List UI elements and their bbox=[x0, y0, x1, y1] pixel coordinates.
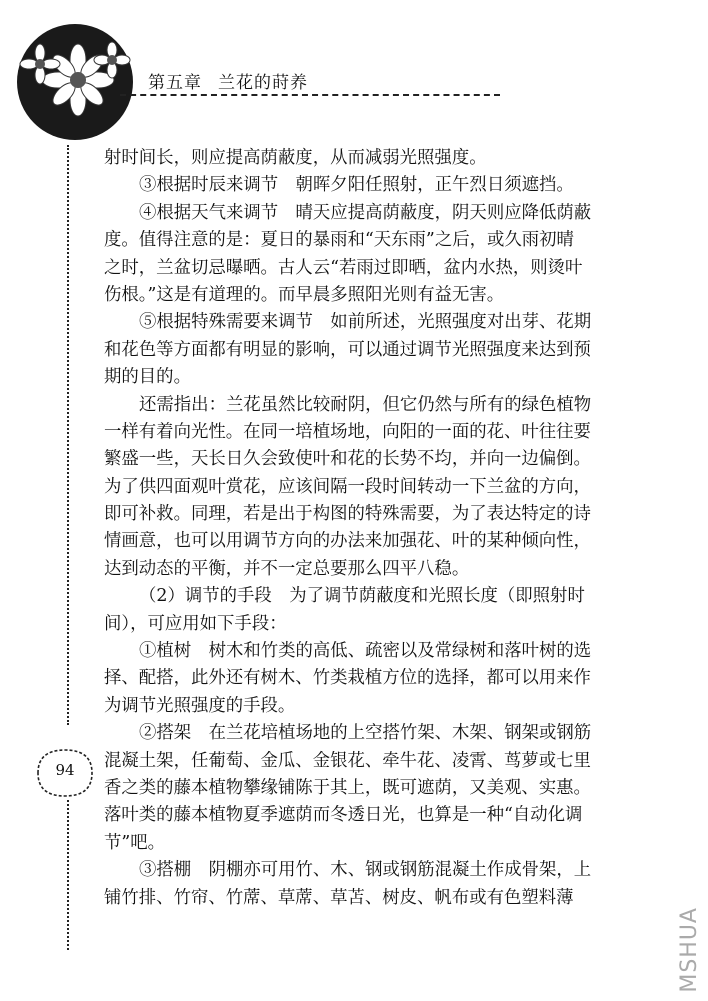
text-line: （2）调节的手段 为了调节荫蔽度和光照长度（即照射时 bbox=[139, 586, 585, 607]
text-line: 期的目的。 bbox=[104, 367, 191, 388]
text-line: 择、配搭，此外还有树木、竹类栽植方位的选择，都可以用来作 bbox=[104, 668, 591, 689]
text-line: 度。值得注意的是：夏日的暴雨和“天东雨”之后，或久雨初晴 bbox=[104, 230, 574, 251]
text-line: 还需指出：兰花虽然比较耐阴，但它仍然与所有的绿色植物 bbox=[139, 394, 592, 415]
text-line: ④根据天气来调节 晴天应提高荫蔽度，阴天则应降低荫蔽 bbox=[139, 202, 592, 223]
text-line: 即可补救。同理，若是出于构图的特殊需要，为了表达特定的诗 bbox=[104, 504, 591, 525]
text-line: ③搭棚 阴棚亦可用竹、木、钢或钢筋混凝土作成骨架，上 bbox=[139, 860, 592, 881]
text-line: 一样有着向光性。在同一培植场地，向阳的一面的花、叶往往要 bbox=[104, 421, 591, 442]
text-line: 香之类的藤本植物攀缘铺陈于其上，既可遮荫，又美观、实惠。 bbox=[104, 777, 591, 798]
margin-dotted-line-lower bbox=[67, 800, 69, 950]
margin-dotted-line bbox=[67, 145, 69, 725]
page-number: 94 bbox=[55, 761, 75, 779]
flower-emblem-icon bbox=[10, 22, 140, 152]
chapter-header bbox=[148, 68, 308, 93]
text-line: 伤根。”这是有道理的。而早晨多照阳光则有益无害。 bbox=[104, 284, 505, 305]
text-line: 和花色等方面都有明显的影响，可以通过调节光照强度来达到预 bbox=[104, 339, 591, 360]
text-line: ②搭架 在兰花培植场地的上空搭竹架、木架、钢架或钢筋 bbox=[139, 723, 592, 744]
body-text bbox=[104, 145, 649, 912]
text-line: 铺竹排、竹帘、竹蓆、草蓆、草苫、树皮、帆布或有色塑料薄 bbox=[104, 887, 574, 908]
watermark: MSHUA bbox=[677, 907, 702, 993]
text-line: 为了供四面观叶赏花，应该间隔一段时间转动一下兰盆的方向， bbox=[104, 476, 591, 497]
chapter-number: 第五章 bbox=[148, 73, 202, 93]
chapter-title: 兰花的莳养 bbox=[218, 73, 308, 93]
text-line: 混凝土架，任葡萄、金瓜、金银花、牵牛花、凌霄、茑萝或七里 bbox=[104, 750, 591, 771]
text-line: 落叶类的藤本植物夏季遮荫而冬透日光，也算是一种“自动化调 bbox=[104, 805, 583, 826]
text-line: 达到动态的平衡，并不一定总要那么四平八稳。 bbox=[104, 558, 470, 579]
text-line: ①植树 树木和竹类的高低、疏密以及常绿树和落叶树的选 bbox=[139, 641, 592, 662]
text-line: 节”吧。 bbox=[104, 832, 166, 853]
text-line: ⑤根据特殊需要来调节 如前所述，光照强度对出芽、花期 bbox=[139, 312, 592, 333]
text-line: ③根据时辰来调节 朝晖夕阳任照射，正午烈日须遮挡。 bbox=[139, 175, 574, 196]
header-divider bbox=[120, 94, 500, 96]
text-line: 为调节光照强度的手段。 bbox=[104, 695, 296, 716]
text-line: 之时，兰盆切忌曝晒。古人云“若雨过即晒，盆内水热，则烫叶 bbox=[104, 257, 583, 278]
text-line: 情画意，也可以用调节方向的办法来加强花、叶的某种倾向性， bbox=[104, 531, 591, 552]
text-line: 间），可应用如下手段： bbox=[104, 613, 287, 634]
text-line: 繁盛一些，天长日久会致使叶和花的长势不均，并向一边偏倒。 bbox=[104, 449, 591, 470]
text-line: 射时间长，则应提高荫蔽度，从而减弱光照强度。 bbox=[104, 148, 487, 168]
